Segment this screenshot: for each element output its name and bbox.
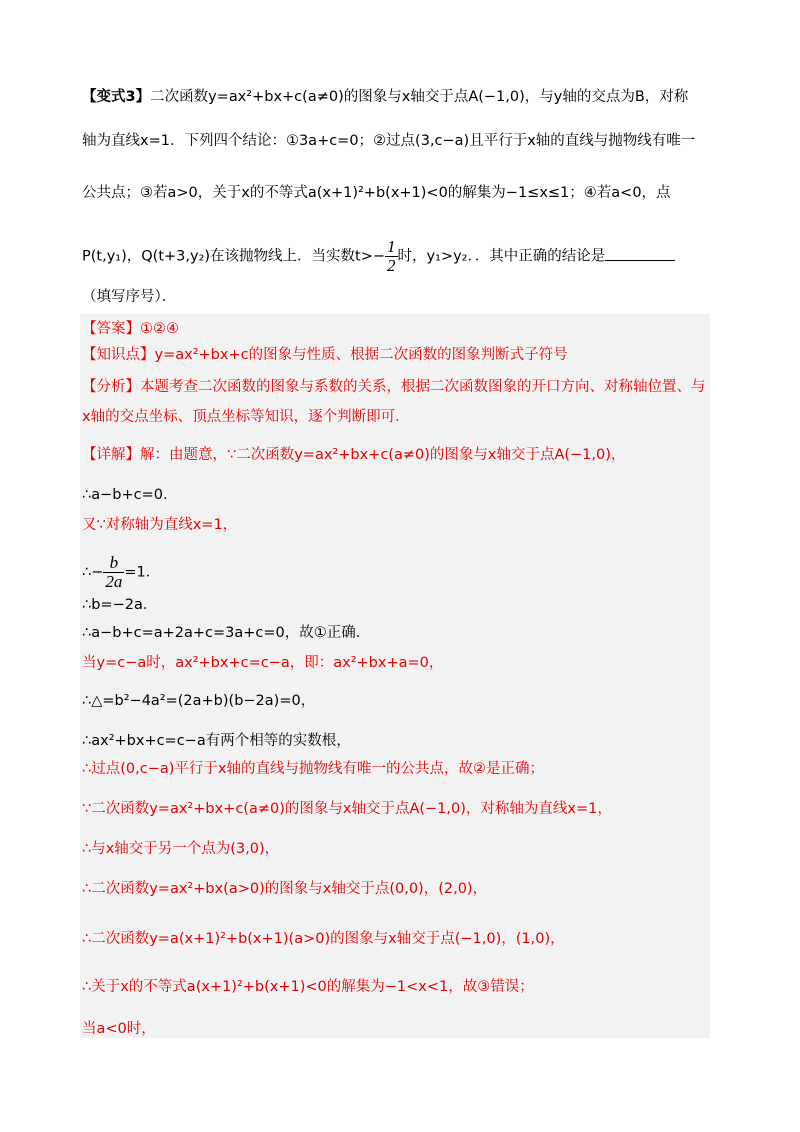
step-14: ∴关于x的不等式a(x+1)²+b(x+1)<0的解集为−1<x<1，故③错误； (82, 979, 534, 995)
step-4: ∴b=−2a． (82, 597, 158, 613)
question-text-1: 二次函数y=ax²+bx+c(a≠0)的图象与x轴交于点A(−1,0)，与y轴的交点为B，对称 (150, 89, 689, 105)
answer-label: 【答案】①②④ (82, 321, 179, 337)
step-10: ∵二次函数y=ax²+bx+c(a≠0)的图象与x轴交于点A(−1,0)，对称轴为直线x=1， (82, 801, 612, 817)
analysis-line-2: x轴的交点坐标、顶点坐标等知识，逐个判断即可． (82, 409, 410, 425)
step-7: ∴△=b²−4a²=(2a+b)(b−2a)=0， (82, 693, 316, 709)
fraction-b-over-2a (103, 554, 124, 591)
detail-label: 【详解】 (82, 447, 140, 463)
fraction-denominator: 2a (105, 572, 123, 591)
question-line-5: （填写序号）． (82, 289, 177, 305)
fraction-denominator: 2 (387, 256, 396, 275)
fraction-numerator: 1 (387, 237, 396, 256)
detail-text: 解：由题意，∵二次函数y=ax²+bx+c(a≠0)的图象与x轴交于点A(−1,0)， (140, 447, 626, 463)
fraction-numerator: b (103, 554, 124, 573)
step-11: ∴与x轴交于另一个点为(3,0)， (82, 841, 280, 857)
step-3 (82, 554, 160, 591)
step-5: ∴a−b+c=a+2a+c=3a+c=0，故①正确． (82, 625, 371, 641)
step-3-prefix: ∴− (82, 564, 104, 581)
answer-blank (605, 244, 675, 261)
variant-label: 【变式3】 (82, 89, 151, 105)
question-text-4a: P(t,y₁)，Q(t+3,y₂)在该抛物线上．当实数t>− (82, 248, 386, 265)
knowledge-point: 【知识点】y=ax²+bx+c的图象与性质、根据二次函数的图象判断式子符号 (82, 347, 568, 363)
question-line-2: 轴为直线x=1．下列四个结论：①3a+c=0；②过点(3,c−a)且平行于x轴的直线与抛物线有唯一 (82, 133, 696, 149)
step-12: ∴二次函数y=ax²+bx(a>0)的图象与x轴交于点(0,0)，(2,0)， (82, 881, 488, 897)
question-line-3: 公共点；③若a>0，关于x的不等式a(x+1)²+b(x+1)<0的解集为−1≤x≤1；④若a<0，点 (82, 185, 671, 201)
question-text-4b: 时，y₁>y₂．．其中正确的结论是 (397, 248, 606, 265)
step-6: 当y=c−a时，ax²+bx+c=c−a，即：ax²+bx+a=0， (82, 655, 444, 671)
step-15: 当a<0时， (82, 1021, 156, 1037)
step-2: 又∵对称轴为直线x=1， (82, 517, 238, 533)
step-3-tail: =1． (124, 564, 161, 581)
fraction-one-half (385, 238, 398, 275)
step-13: ∴二次函数y=a(x+1)²+b(x+1)(a>0)的图象与x轴交于点(−1,0)，(1,0)， (82, 931, 565, 947)
question-line-1 (82, 86, 688, 108)
step-1: ∴a−b+c=0． (82, 487, 178, 503)
detail-line (82, 444, 625, 466)
step-9: ∴过点(0,c−a)平行于x轴的直线与抛物线有唯一的公共点，故②是正确； (82, 761, 544, 777)
analysis-line-1: 【分析】本题考查二次函数的图象与系数的关系，根据二次函数图象的开口方向、对称轴位置、与 (82, 379, 706, 395)
step-8: ∴ax²+bx+c=c−a有两个相等的实数根， (82, 733, 351, 749)
question-line-4 (82, 238, 675, 275)
